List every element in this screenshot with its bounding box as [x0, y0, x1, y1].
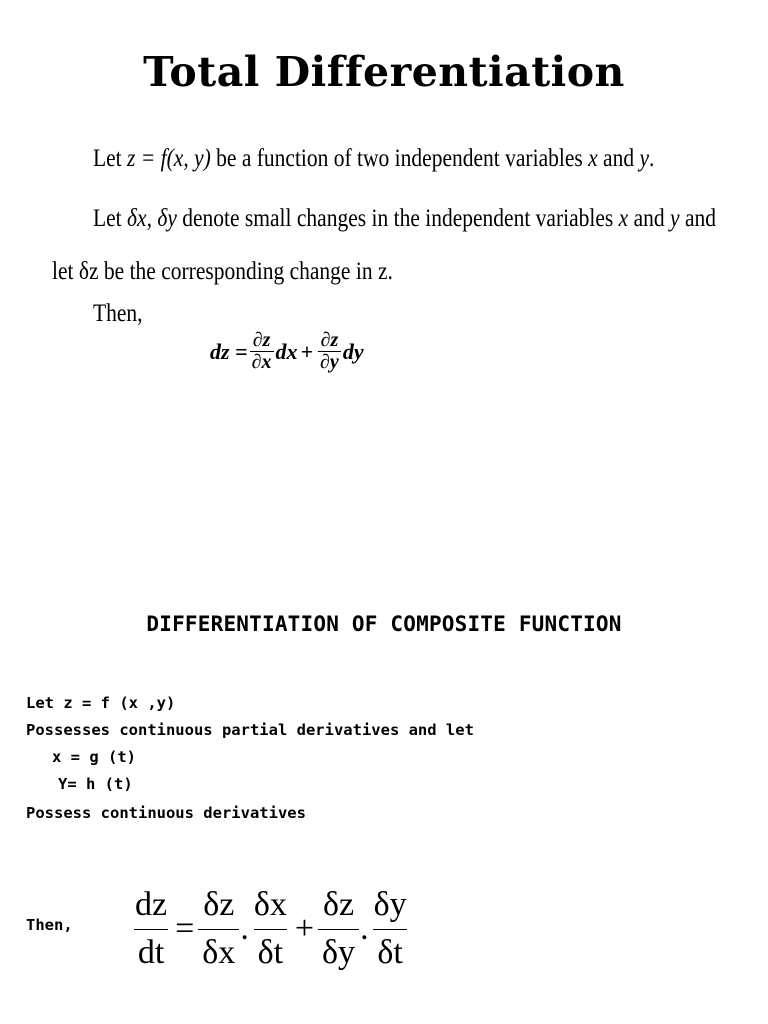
delta-y-t-fraction	[370, 882, 411, 976]
fraction-numerator: δx	[253, 886, 287, 923]
delta-z-x-fraction	[198, 882, 239, 976]
dz-dt-fraction	[131, 882, 171, 976]
fraction-denominator: δt	[373, 929, 406, 977]
composite-line-4: Y= h (t)	[58, 775, 133, 793]
intro-line-1	[93, 145, 654, 173]
function-expression: z = f(x, y)	[127, 145, 211, 172]
fraction-numerator: δy	[373, 886, 407, 923]
delta-z-y-fraction	[318, 882, 359, 976]
differential-dx: dx	[275, 338, 298, 364]
variable-x-2: x	[618, 205, 629, 232]
total-differential-formula	[210, 330, 364, 373]
intro-line-1-text: be a function of two independent variables	[216, 145, 583, 172]
fraction-denominator: ∂x	[251, 351, 272, 373]
equals-sign: =	[175, 910, 195, 947]
composite-line-3: x = g (t)	[52, 748, 136, 766]
fraction-denominator: δt	[254, 929, 287, 977]
intro-let-text-2: Let	[93, 205, 122, 232]
fraction-numerator: ∂z	[252, 329, 271, 351]
section-heading: DIFFERENTIATION OF COMPOSITE FUNCTION	[146, 612, 622, 636]
composite-line-1: Let z = f (x ,y)	[26, 694, 176, 712]
variable-y: y	[639, 145, 650, 172]
fraction-numerator: δz	[322, 886, 355, 923]
fraction-numerator: δz	[203, 886, 235, 923]
dot-operator: .	[240, 910, 249, 947]
composite-line-2: Possesses continuous partial derivatives and let	[26, 721, 474, 739]
fraction-denominator: ∂y	[320, 351, 339, 373]
intro-let-text: Let	[93, 145, 122, 172]
composite-line-5: Possess continuous derivatives	[26, 804, 306, 822]
and-text-2: and	[633, 205, 665, 232]
page-title: Total Differentiation	[143, 48, 625, 96]
fraction-numerator: dz	[135, 886, 168, 923]
intro-line-2	[93, 205, 716, 233]
differential-dy: dy	[342, 338, 364, 364]
fraction-numerator: ∂z	[320, 329, 339, 351]
fraction-denominator: dt	[134, 929, 168, 977]
plus-sign: +	[300, 338, 314, 364]
variable-y-2: y	[670, 205, 680, 232]
plus-sign: +	[294, 910, 315, 947]
and-text: and	[603, 145, 635, 172]
intro-line-3: let δz be the corresponding change in z.	[52, 258, 393, 285]
then-label-1: Then,	[93, 300, 143, 327]
delta-expression: δx, δy	[127, 205, 177, 232]
delta-x-t-fraction	[250, 882, 291, 976]
fraction-denominator: δy	[318, 929, 359, 977]
then-label-2: Then,	[26, 916, 73, 934]
partial-z-x-fraction	[250, 330, 274, 373]
variable-x: x	[588, 145, 598, 172]
dot-operator: .	[360, 910, 369, 947]
partial-z-y-fraction	[318, 330, 341, 373]
chain-rule-formula	[130, 882, 412, 976]
period-text: .	[649, 145, 655, 172]
intro-line-2-text: denote small changes in the independent variables	[182, 205, 614, 232]
formula-lhs: dz =	[210, 338, 248, 364]
trailing-and-text: and	[684, 205, 717, 232]
fraction-denominator: δx	[198, 929, 239, 977]
